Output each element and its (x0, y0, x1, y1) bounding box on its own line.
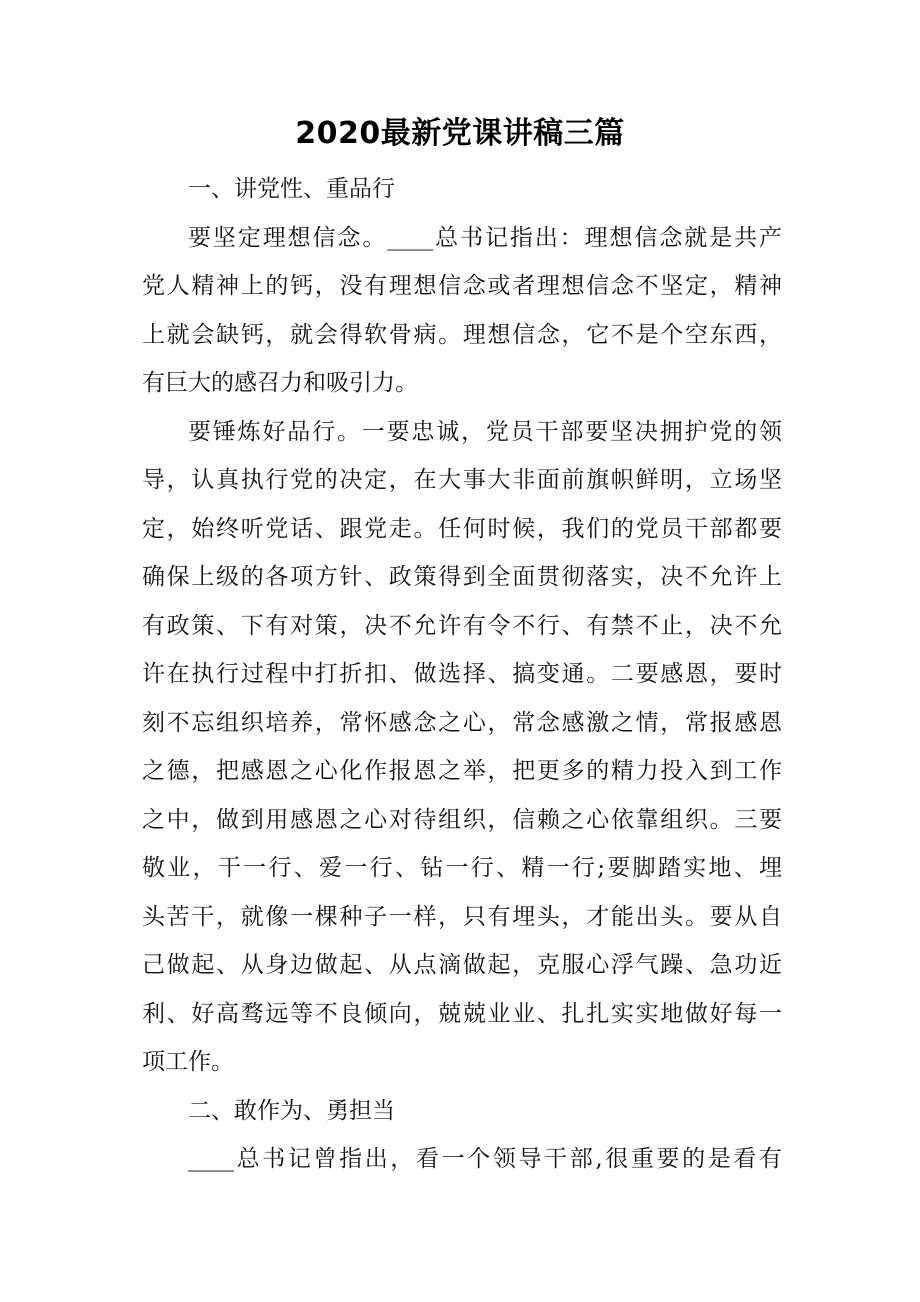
text-line: 要坚定理想信念。____总书记指出：理想信念就是共产 (188, 224, 782, 251)
text-line: 许在执行过程中打折扣、做选择、搞变通。二要感恩，要时 (142, 661, 782, 687)
section-heading: 一、讲党性、重品行 (188, 176, 395, 202)
document-title: 2020最新党课讲稿三篇 (295, 116, 625, 151)
text-line: 导，认真执行党的决定，在大事大非面前旗帜鲜明，立场坚 (142, 467, 782, 493)
text-line: 有巨大的感召力和吸引力。 (142, 370, 418, 396)
text-line: 己做起、从身边做起、从点滴做起，克服心浮气躁、急功近 (142, 952, 782, 978)
paragraph (142, 219, 782, 413)
text-line: 敬业，干一行、爱一行、钻一行、精一行;要脚踏实地、埋 (142, 855, 782, 881)
text-line: 之中，做到用感恩之心对待组织，信赖之心依靠组织。三要 (142, 806, 782, 833)
paragraph (142, 1140, 782, 1189)
text-line: 党人精神上的钙，没有理想信念或者理想信念不坚定，精神 (142, 273, 782, 299)
text-line: 要锤炼好品行。一要忠诚，党员干部要坚决拥护党的领 (188, 418, 782, 445)
text-line: 之德，把感恩之心化作报恩之举，把更多的精力投入到工作 (142, 758, 782, 784)
text-line: 确保上级的各项方针、政策得到全面贯彻落实，决不允许上 (142, 564, 782, 590)
text-line: 刻不忘组织培养，常怀感念之心，常念感激之情，常报感恩 (142, 709, 782, 736)
section-heading: 二、敢作为、勇担当 (188, 1097, 395, 1124)
document-body (142, 170, 782, 1189)
text-line: 项工作。 (142, 1049, 234, 1075)
text-line: ____总书记曾指出，看一个领导干部,很重要的是看有 (188, 1146, 782, 1172)
text-line: 利、好高骛远等不良倾向，兢兢业业、扎扎实实地做好每一 (142, 1000, 782, 1027)
text-line: 上就会缺钙，就会得软骨病。理想信念，它不是个空东西， (142, 321, 782, 348)
text-line: 有政策、下有对策，决不允许有令不行、有禁不止，决不允 (142, 612, 782, 639)
paragraph (142, 413, 782, 1092)
text-line: 定，始终听党话、跟党走。任何时候，我们的党员干部都要 (142, 515, 782, 542)
text-line: 头苦干，就像一棵种子一样，只有埋头，才能出头。要从自 (142, 903, 782, 930)
